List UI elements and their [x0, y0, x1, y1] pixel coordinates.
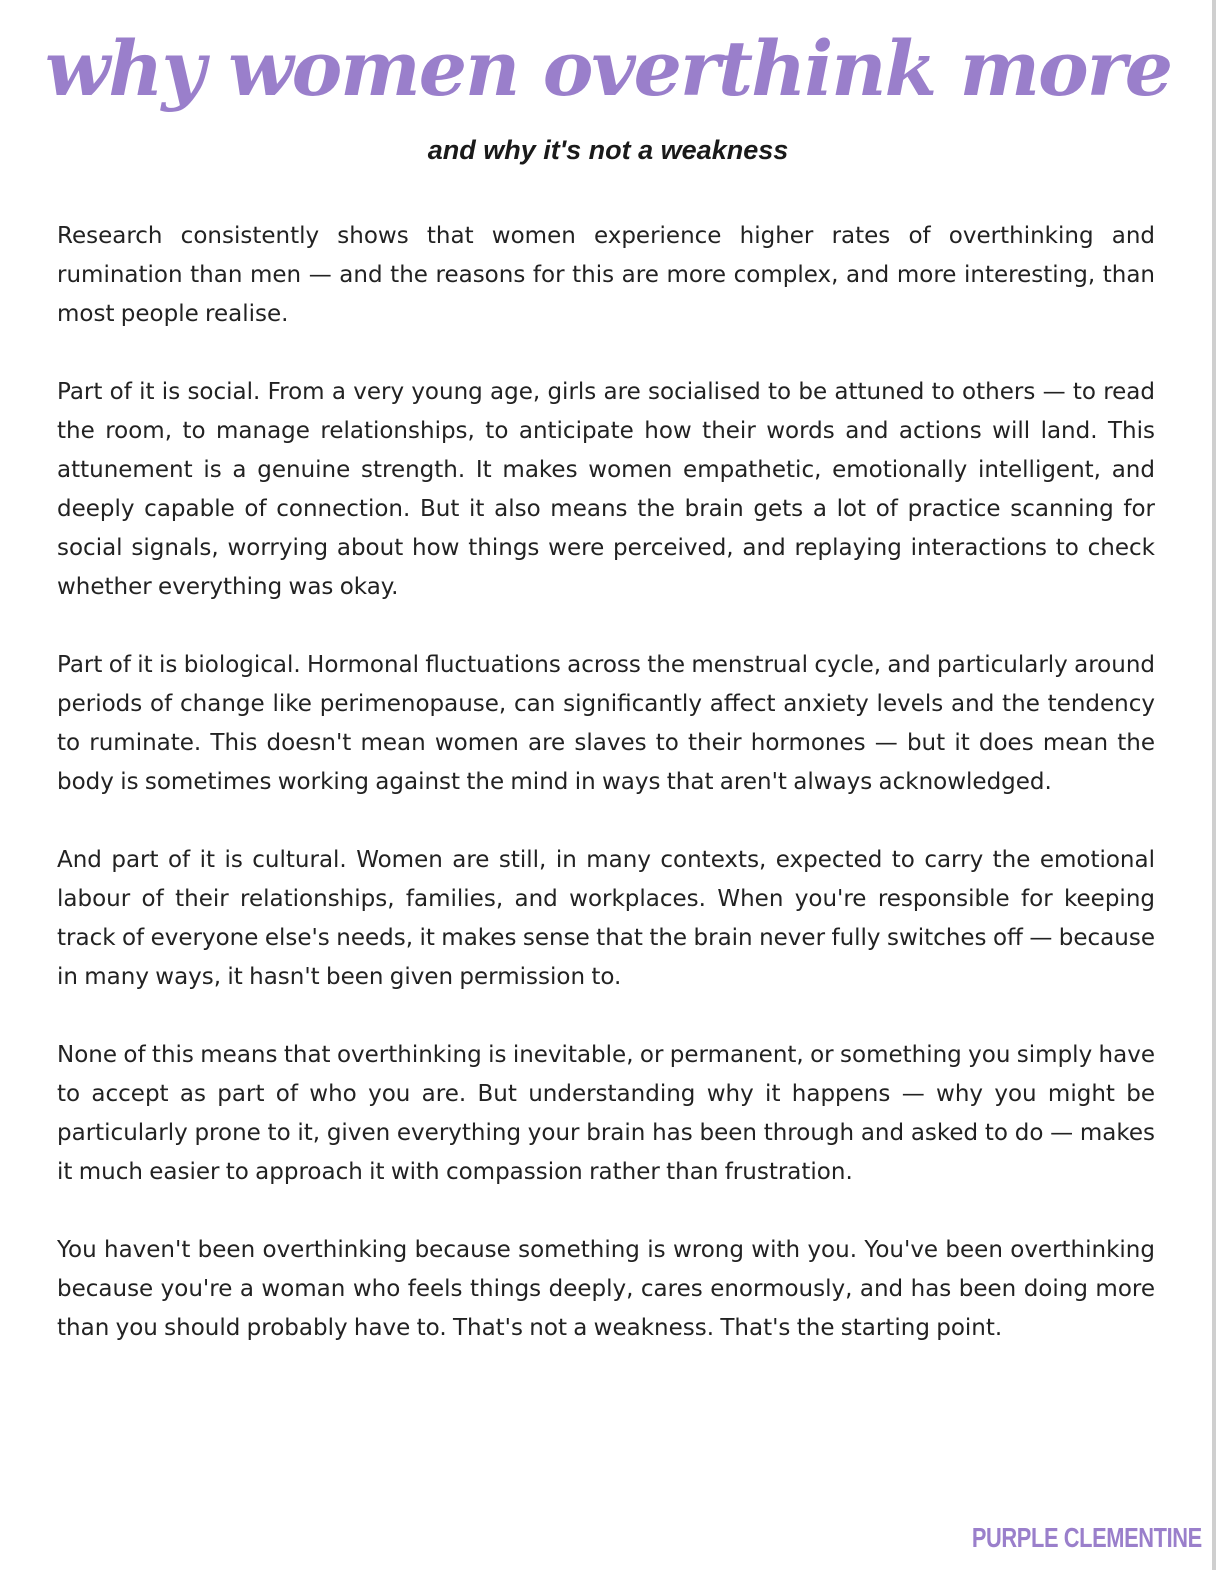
article-body	[57, 217, 1155, 1387]
brand-logo-text: PURPLE CLEMENTINE	[972, 1522, 1202, 1553]
paragraph-conclusion: You haven't been overthinking because something is wrong with you. You've been overthinking because you're a woman who feels things deeply, cares enormously, and has been doing more than you should probably have to. That's not a weakness. That's the starting point.	[57, 1237, 1155, 1341]
paragraph-biological: Part of it is biological. Hormonal fluctuations across the menstrual cycle, and particularly around periods of change like perimenopause, can significantly affect anxiety levels and the tendency to ruminate. This doesn't mean women are slaves to their hormones — but it does mean the body is sometimes working against the mind in ways that aren't always acknowledged.	[57, 652, 1155, 795]
page-subtitle: and why it's not a weakness	[427, 135, 789, 165]
paragraph-social: Part of it is social. From a very young age, girls are socialised to be attuned to others — to read the room, to manage relationships, to anticipate how their words and actions will land. This attunement is a genuine strength. It makes women empathetic, emotionally intelligent, and deeply capable of connection. But it also means the brain gets a lot of practice scanning for social signals, worrying about how things were perceived, and replaying interactions to check whether everything was okay.	[57, 379, 1155, 600]
page-title: why women overthink more	[44, 24, 1172, 113]
paragraph-cultural: And part of it is cultural. Women are still, in many contexts, expected to carry the emotional labour of their relationships, families, and workplaces. When you're responsible for keeping track of everyone else's needs, it makes sense that the brain never fully switches off — because in many ways, it hasn't been given permission to.	[57, 847, 1155, 990]
paragraph-intro: Research consistently shows that women experience higher rates of overthinking and rumination than men — and the reasons for this are more complex, and more interesting, than most people realise.	[57, 223, 1155, 327]
paragraph-understanding: None of this means that overthinking is inevitable, or permanent, or something you simply have to accept as part of who you are. But understanding why it happens — why you might be particularly prone to it, given everything your brain has been through and asked to do — makes it much easier to approach it with compassion rather than frustration.	[57, 1042, 1155, 1185]
page-edge-divider	[1212, 0, 1216, 1570]
